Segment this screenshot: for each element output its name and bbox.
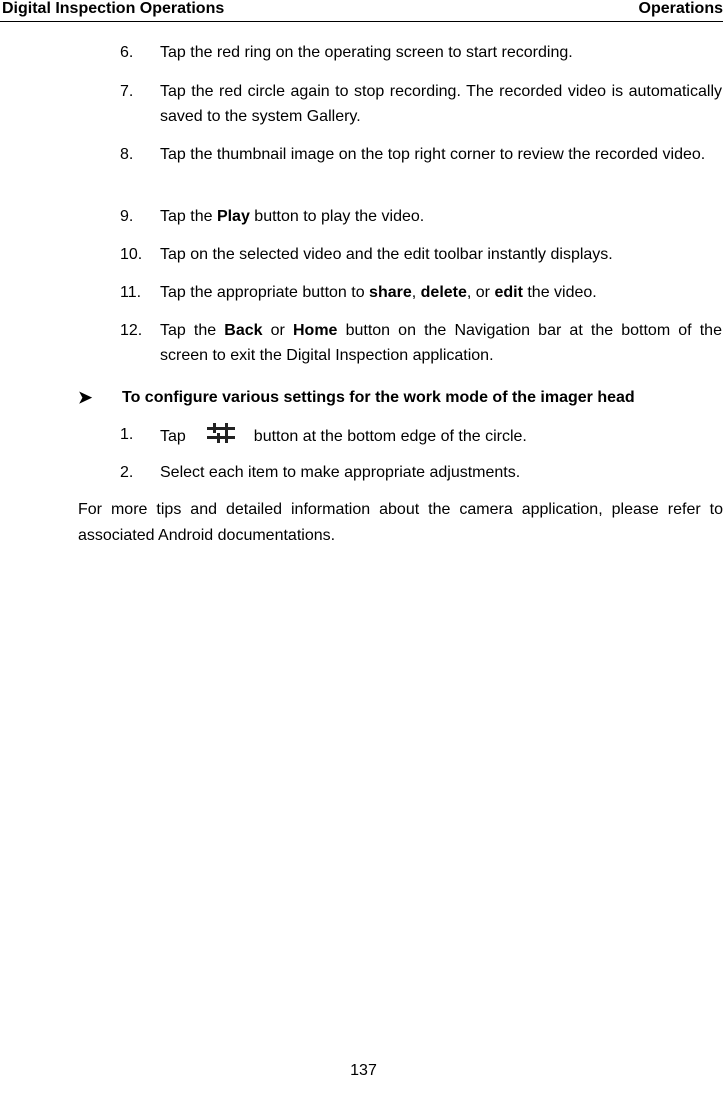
header-chapter-title: Operations bbox=[638, 0, 723, 17]
procedure-heading-text: To configure various settings for the work mode of the imager head bbox=[122, 389, 635, 406]
step-number: 8. bbox=[120, 146, 134, 163]
play-term: Play bbox=[216, 208, 250, 225]
step-8 bbox=[120, 142, 722, 167]
step-text: the video. bbox=[522, 284, 597, 301]
step-number: 7. bbox=[120, 83, 134, 100]
step-text: , or bbox=[466, 284, 495, 301]
step-number: 2. bbox=[120, 464, 134, 481]
config-step-1 bbox=[120, 422, 722, 452]
step-text: button on the Navigation bar at the bottom of the screen to exit the Digital Inspection application. bbox=[160, 322, 722, 364]
step-number: 10. bbox=[120, 246, 143, 263]
step-number: 1. bbox=[120, 426, 134, 443]
delete-term: delete bbox=[420, 284, 467, 301]
step-number: 11. bbox=[120, 284, 142, 301]
edit-term: edit bbox=[494, 284, 523, 301]
step-text: Tap the appropriate button to bbox=[160, 284, 370, 301]
step-number: 9. bbox=[120, 208, 134, 225]
header-section-title: Digital Inspection Operations bbox=[2, 0, 225, 17]
settings-sliders-icon bbox=[206, 422, 236, 452]
step-text: Tap the red ring on the operating screen to start recording. bbox=[160, 44, 573, 61]
step-11 bbox=[120, 280, 722, 305]
step-7 bbox=[120, 79, 722, 129]
config-step-2 bbox=[120, 460, 722, 485]
closing-paragraph: For more tips and detailed information about the camera application, please refer to associated Android documentations. bbox=[78, 501, 723, 544]
step-text: or bbox=[262, 322, 293, 339]
step-12 bbox=[120, 318, 722, 368]
page-number: 137 bbox=[350, 1062, 377, 1079]
step-text: button at the bottom edge of the circle. bbox=[253, 428, 527, 446]
page-header bbox=[0, 0, 723, 22]
arrow-bullet-icon: ➤ bbox=[78, 388, 93, 407]
step-text: button to play the video. bbox=[249, 208, 425, 225]
step-text: Tap the thumbnail image on the top right corner to review the recorded video. bbox=[160, 146, 706, 163]
step-number: 6. bbox=[120, 44, 134, 61]
back-term: Back bbox=[224, 322, 263, 339]
step-9 bbox=[120, 204, 722, 229]
step-text: Tap the bbox=[160, 322, 225, 339]
step-text: Tap the bbox=[160, 208, 217, 225]
share-term: share bbox=[369, 284, 412, 301]
step-10 bbox=[120, 242, 722, 267]
step-6 bbox=[120, 40, 722, 65]
step-text: Tap on the selected video and the edit toolbar instantly displays. bbox=[160, 246, 613, 263]
step-text: Tap bbox=[160, 428, 186, 446]
step-text: , bbox=[411, 284, 421, 301]
home-term: Home bbox=[293, 322, 338, 339]
step-text: Select each item to make appropriate adjustments. bbox=[160, 464, 521, 481]
step-number: 12. bbox=[120, 322, 143, 339]
step-text: Tap the red circle again to stop recording. The recorded video is automatically saved to the system Gallery. bbox=[160, 83, 722, 125]
